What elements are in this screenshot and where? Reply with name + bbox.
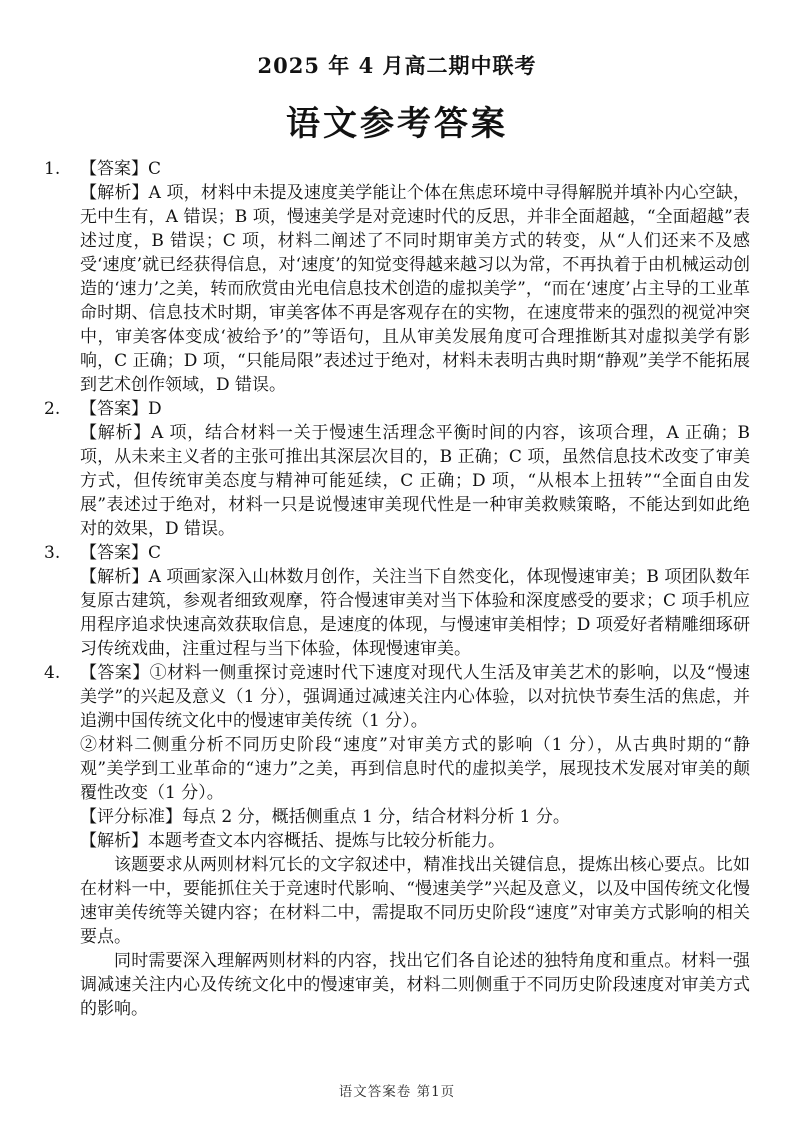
answer-item-1 <box>44 157 750 397</box>
answer-line: 【答案】C <box>80 159 162 179</box>
analysis-paragraph: 【解析】A 项，结合材料一关于慢速生活理念平衡时间的内容，该项合理，A 正确；B 项，从未来主义者的主张可推出其深层次目的，B 正确；C 项，虽然信息技术改变了审美方式，但传统审美态度与精神可能延续，C 正确；D 项，“从根本上扭转”“全面自由发展”表述过于绝对，材料一只是说慢速审美现代性是一种审美救赎策略，不能达到如此绝对的效果，D 错误。 <box>80 423 750 539</box>
item-number: 4. <box>44 663 61 683</box>
item-number: 1. <box>44 159 61 179</box>
analysis-heading-line: 【解析】本题考查文本内容概括、提炼与比较分析能力。 <box>80 831 505 851</box>
answer-line: 【答案】D <box>80 399 162 419</box>
item-number: 3. <box>44 543 61 563</box>
scoring-standard-line: 【评分标准】每点 2 分，概括侧重点 1 分，结合材料分析 1 分。 <box>80 807 570 827</box>
analysis-paragraph: 【解析】A 项，材料中未提及速度美学能让个体在焦虑环境中寻得解脱并填补内心空缺，无中生有，A 错误；B 项，慢速美学是对竞速时代的反思，并非全面超越，“全面超越”表述过度，B 错误；C 项，材料二阐述了不同时期审美方式的转变，从“人们还来不及感受‘速度’就已经获得信息，对‘速度’的知觉变得越来越习以为常，不再执着于由机械运动创造的‘速力’之美，转而欣赏由光电信息技术创造的虚拟美学”，“而在‘速度’占主导的工业革命时期、信息技术时期，审美客体不再是客观存在的实物，在速度带来的强烈的视觉冲突中，审美客体变成‘被给予’的”等语句，且从审美发展角度可合理推断其对虚拟美学有影响，C 正确；D 项，“只能局限”表述过于绝对，材料未表明古典时期“静观”美学不能拓展到艺术创作领域，D 错误。 <box>80 183 750 395</box>
item-body <box>80 157 750 397</box>
analysis-paragraph: 同时需要深入理解两则材料的内容，找出它们各自论述的独特角度和重点。材料一强调减速关注内心及传统文化中的慢速审美，材料二则侧重于不同历史阶段速度对审美方式的影响。 <box>80 951 750 1019</box>
analysis-paragraph: 该题要求从两则材料冗长的文字叙述中，精准找出关键信息，提炼出核心要点。比如在材料一中，要能抓住关于竞速时代影响、“慢速美学”兴起及意义，以及中国传统文化慢速审美传统等关键内容；在材料二中，需提取不同历史阶段“速度”对审美方式影响的相关要点。 <box>80 855 750 947</box>
answer-point-2: ②材料二侧重分析不同历史阶段“速度”对审美方式的影响（1 分），从古典时期的“静观”美学到工业革命的“速力”之美，再到信息时代的虚拟美学，展现技术发展对审美的颠覆性改变（1 分）。 <box>80 735 750 803</box>
answer-item-2 <box>44 397 750 541</box>
item-body <box>80 541 750 661</box>
page-footer-label: 语文答案卷 第1页 <box>338 1084 456 1100</box>
answer-point-1: 【答案】①材料一侧重探讨竞速时代下速度对现代人生活及审美艺术的影响，以及“慢速美学”的兴起及意义（1 分），强调通过减速关注内心体验，以对抗快节奏生活的焦虑，并追溯中国传统文化中的慢速审美传统（1 分）。 <box>80 663 750 731</box>
item-body <box>80 661 750 1021</box>
page-title: 语文参考答案 <box>286 104 508 144</box>
analysis-paragraph: 【解析】A 项画家深入山林数月创作，关注当下自然变化，体现慢速审美；B 项团队数年复原古建筑，参观者细致观摩，符合慢速审美对当下体验和深度感受的要求；C 项手机应用程序追求快速高效获取信息，是速度的体现，与慢速审美相悖；D 项爱好者精雕细琢研习传统戏曲，注重过程与当下体验，体现慢速审美。 <box>80 567 750 659</box>
answer-item-4 <box>44 661 750 1021</box>
item-body <box>80 397 750 541</box>
item-number: 2. <box>44 399 61 419</box>
exam-title: 2025 年 4 月高二期中联考 <box>257 53 537 78</box>
answer-line: 【答案】C <box>80 543 162 563</box>
answer-item-3 <box>44 541 750 661</box>
